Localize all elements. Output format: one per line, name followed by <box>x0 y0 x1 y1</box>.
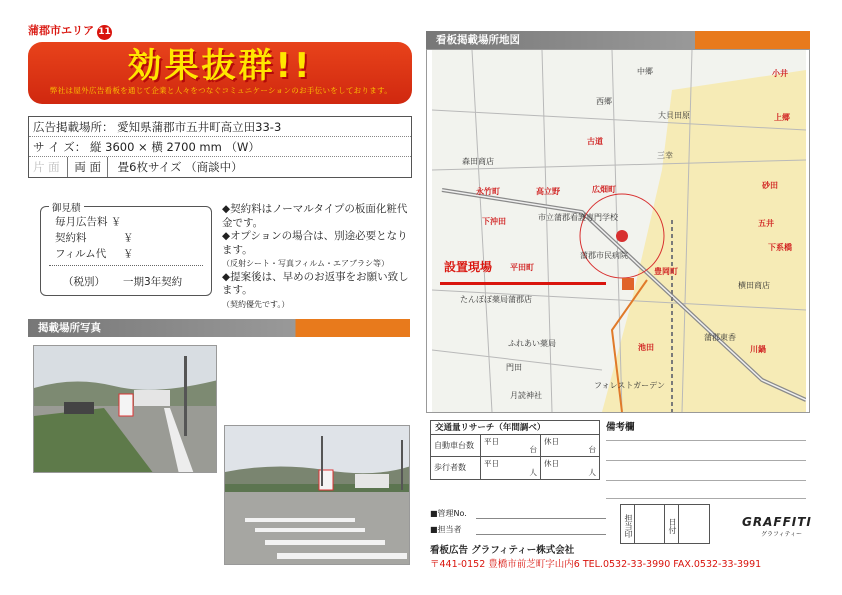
logo-sub: グラフィティー <box>760 531 802 538</box>
contract-term: 一期3年契約 <box>123 276 183 288</box>
traffic-cars-weekday <box>481 435 541 456</box>
map-place-8: 高立野 <box>536 187 560 196</box>
memo-line-2 <box>606 460 806 461</box>
map-place-27: 砂田 <box>762 181 778 190</box>
spec-row-sides <box>29 157 411 177</box>
map-place-20: 蒲郡東香 <box>704 333 736 342</box>
map-place-2: 上郷 <box>774 113 790 122</box>
graffiti-logo <box>742 515 812 538</box>
map-place-23: 月読神社 <box>510 391 542 400</box>
cars-holiday-label: 休日 <box>544 437 559 446</box>
map-image <box>432 50 806 412</box>
notes-block <box>222 203 414 311</box>
headline-title: 効果抜群!! <box>127 46 313 86</box>
traffic-table <box>430 420 600 480</box>
map-place-6: 三幸 <box>657 151 673 160</box>
map-place-7: 森田商店 <box>462 157 494 166</box>
monthly-fee: 毎月広告料 ￥ <box>55 216 122 228</box>
spec-row-size <box>29 137 411 157</box>
film-yen: ￥ <box>123 248 134 260</box>
map-place-4: 大貝田原 <box>658 111 690 120</box>
traffic-people-label: 歩行者数 <box>431 457 481 479</box>
map-place-25: 永竹町 <box>476 187 500 196</box>
map-place-1: 小井 <box>772 69 788 78</box>
map-place-0: 中郷 <box>637 67 653 76</box>
photo-section-header: 掲載場所写真 <box>28 319 410 337</box>
map-place-26: 広畑町 <box>592 185 616 194</box>
site-photo-2 <box>224 425 410 565</box>
map-place-10: 下沖田 <box>482 217 506 226</box>
stamp-tantou-space <box>635 505 665 543</box>
admin-person: ■担当者 <box>430 525 462 534</box>
note-2-sub: （反射シート・写真フィルム・エアブラシ等） <box>222 259 390 268</box>
map-section-header: 看板掲載場所地図 <box>426 31 810 49</box>
stamp-date-label: 日付 <box>665 505 679 543</box>
cars-weekday-label: 平日 <box>484 437 499 446</box>
map-place-18: ふれあい薬局 <box>508 339 556 348</box>
spec-table <box>28 116 412 178</box>
person-line <box>476 534 606 535</box>
map-place-19: 池田 <box>638 343 654 352</box>
map-place-12: 蒲郡市民病院 <box>580 251 628 260</box>
map-place-13: 平田町 <box>510 263 534 272</box>
stamp-box <box>620 504 710 544</box>
note-3: ◆提案後は、早めのお返事をお願い致します。 <box>222 270 409 296</box>
map-place-22: フォレストガーデン <box>594 381 665 390</box>
traffic-people-holiday <box>541 457 599 479</box>
estimate-box <box>40 203 212 296</box>
people-weekday-label: 平日 <box>484 459 499 468</box>
people-holiday-unit: 人 <box>588 468 596 477</box>
traffic-title: 交通量リサーチ（年間調べ） <box>431 421 599 435</box>
map-graphic <box>432 50 806 412</box>
people-holiday-label: 休日 <box>544 459 559 468</box>
manage-no-line <box>476 518 606 519</box>
map-place-15: 下系橋 <box>768 243 792 252</box>
map-place-17: たんぽぽ薬局蒲郡店 <box>460 295 532 304</box>
cars-weekday-unit: 台 <box>529 445 537 454</box>
site-photo-2-image <box>225 426 410 565</box>
memo-line-1 <box>606 440 806 441</box>
tax-note: （税別） <box>63 276 105 288</box>
map-place-14: 豊岡町 <box>654 267 678 276</box>
traffic-cars-label: 自動車台数 <box>431 435 481 456</box>
memo-title: 備考欄 <box>606 422 635 433</box>
location-value: 愛知県蒲郡市五井町高立田33-3 <box>117 120 282 134</box>
contract-yen: ￥ <box>123 232 134 244</box>
site-label: 設置現場 <box>444 260 493 274</box>
size-value: 縦 3600 × 横 2700 mm （W） <box>89 140 260 154</box>
map-place-11: 市立蒲郡看護専門学校 <box>538 213 618 222</box>
admin-manage-no: ■管理No. <box>430 509 467 518</box>
map-place-5: 古道 <box>587 137 603 146</box>
single-side-label: 片 面 <box>33 160 60 174</box>
double-side-box: 両 面 <box>67 157 108 177</box>
size-label: サ イ ズ： <box>33 140 87 154</box>
film-fee: フィルム代 <box>55 248 107 260</box>
area-label: 蒲郡市エリア <box>28 24 94 37</box>
site-pointer-line <box>440 282 606 285</box>
memo-line-4 <box>606 498 806 499</box>
traffic-cars-holiday <box>541 435 599 456</box>
spec-row-location <box>29 117 411 137</box>
estimate-divider <box>49 265 203 266</box>
area-tag <box>28 22 112 40</box>
people-weekday-unit: 人 <box>529 468 537 477</box>
note-1: ◆契約料はノーマルタイプの板面化粧代金です。 <box>222 203 408 229</box>
contract-fee: 契約料 <box>55 232 87 244</box>
company-name: 看板広告 グラフィティー株式会社 <box>430 545 575 556</box>
location-label: 広告掲載場所： <box>33 120 114 134</box>
stamp-date-space <box>679 505 709 543</box>
cars-holiday-unit: 台 <box>588 445 596 454</box>
memo-line-3 <box>606 480 806 481</box>
traffic-people-weekday <box>481 457 541 479</box>
logo-text: GRAFFITI <box>742 515 812 529</box>
map-place-3: 西郷 <box>596 97 612 106</box>
estimate-title: 御見積 <box>49 200 84 214</box>
stamp-tantou-label: 担当印 <box>621 505 635 543</box>
traffic-row-cars <box>431 435 599 457</box>
map-place-21: 川鍋 <box>750 345 766 354</box>
note-3-sub: （契約優先です。） <box>222 299 290 309</box>
traffic-row-people <box>431 457 599 479</box>
map-place-16: 横田商店 <box>738 281 770 290</box>
site-photo-1-image <box>34 346 217 473</box>
note-2: ◆オプションの場合は、別途必要となります。 <box>222 230 408 256</box>
map-place-24: 門田 <box>506 363 522 372</box>
map-place-9: 五井 <box>758 219 774 228</box>
company-address: 〒441-0152 豊橋市前芝町字山内6 TEL.0532-33-3990 FAX.0532-33-3991 <box>430 559 762 570</box>
headline-subtitle: 弊社は屋外広告看板を通じて企業と人々をつなぐコミュニケーションのお手伝いをしております。 <box>49 86 393 95</box>
site-photo-1 <box>33 345 217 473</box>
side-value: 畳6枚サイズ （商談中） <box>117 160 243 174</box>
area-number-badge: 11 <box>97 25 112 40</box>
